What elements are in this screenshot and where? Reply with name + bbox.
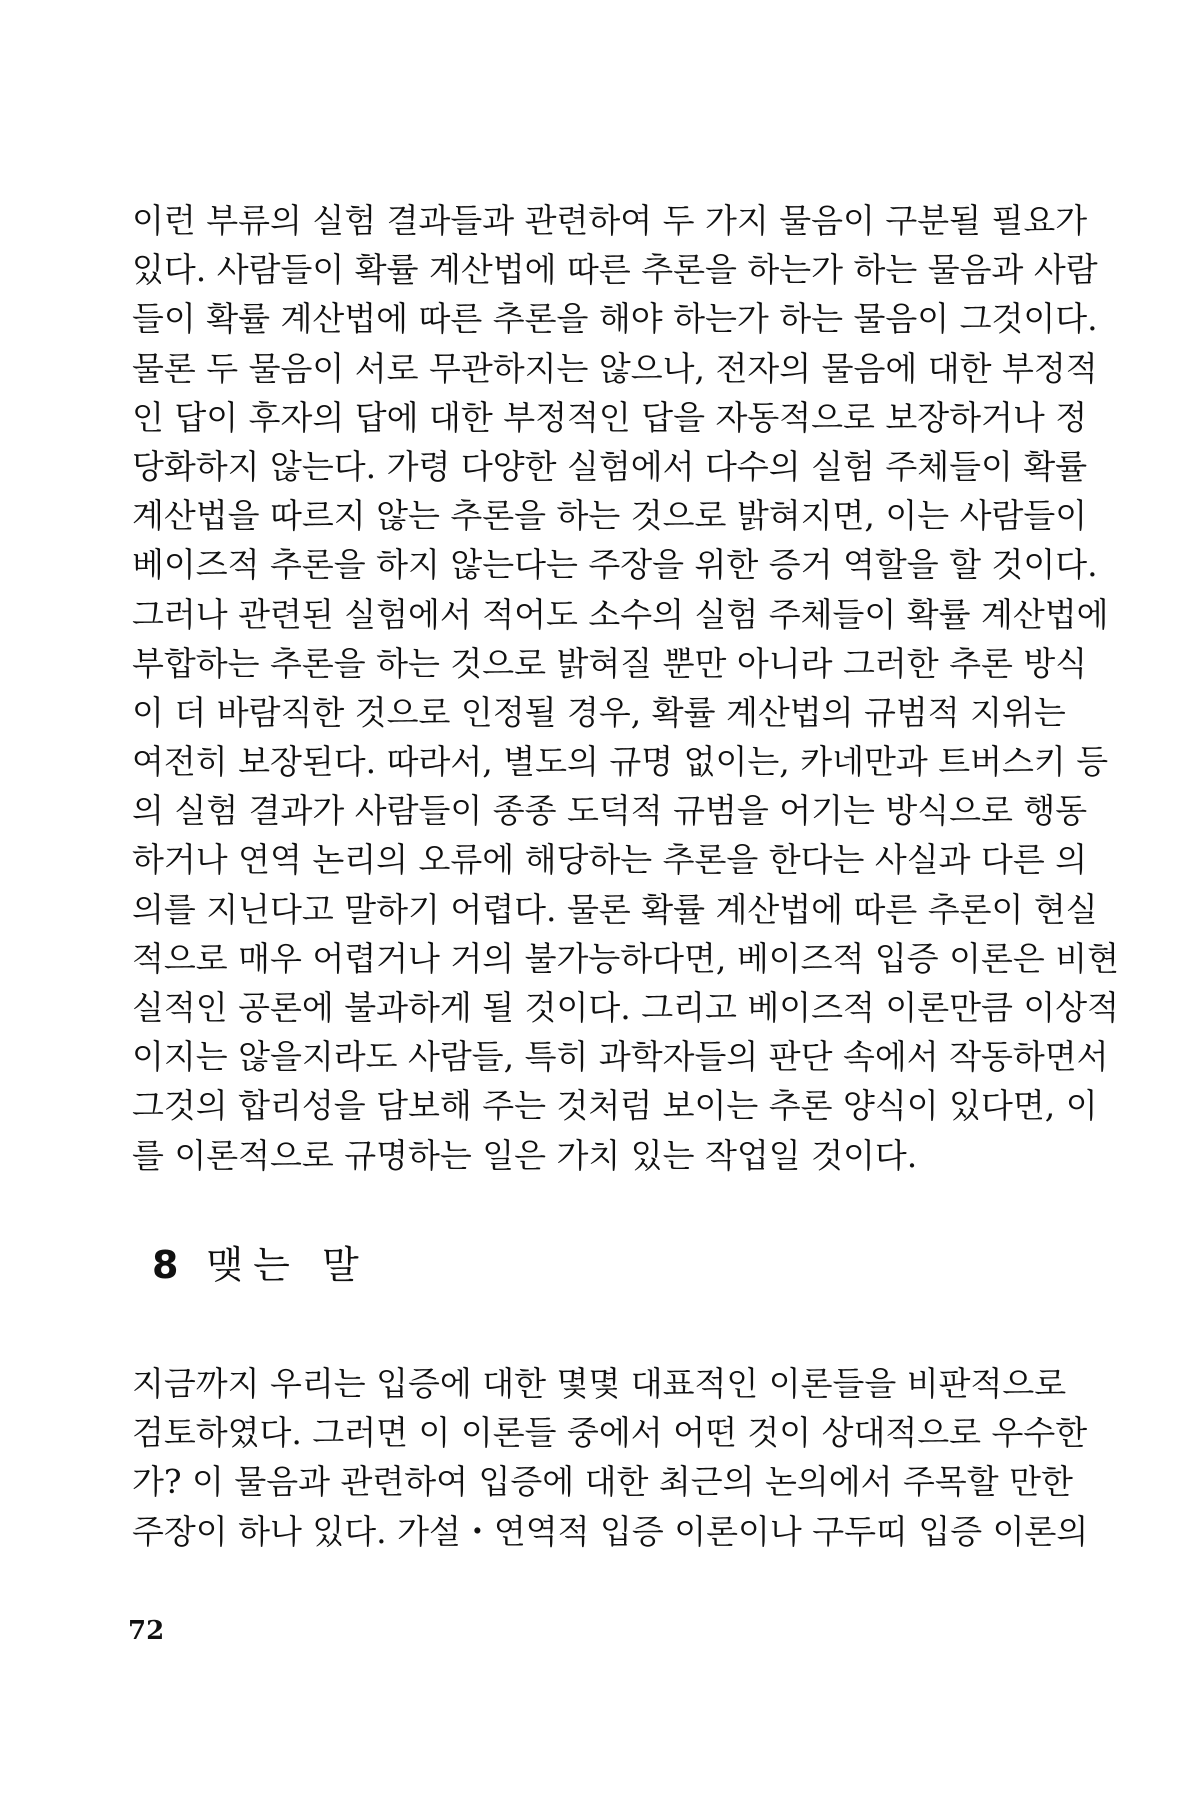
text-line: 들이 확률 계산법에 따른 추론을 해야 하는가 하는 물음이 그것이다. bbox=[132, 299, 1098, 339]
text-line: 그것의 합리성을 담보해 주는 것처럼 보이는 추론 양식이 있다면, 이 bbox=[132, 1086, 1098, 1126]
text-line: 검토하였다. 그러면 이 이론들 중에서 어떤 것이 상대적으로 우수한 bbox=[132, 1413, 1088, 1453]
text-line: 지금까지 우리는 입증에 대한 몇몇 대표적인 이론들을 비판적으로 bbox=[132, 1364, 1067, 1403]
text-line: 당화하지 않는다. 가령 다양한 실험에서 다수의 실험 주체들이 확률 bbox=[132, 446, 1088, 486]
text-line: 인 답이 후자의 답에 대한 부정적인 답을 자동적으로 보장하거나 정 bbox=[132, 397, 1088, 437]
text-line: 베이즈적 추론을 하지 않는다는 주장을 위한 증거 역할을 할 것이다. bbox=[132, 545, 1098, 585]
text-line: 있다. 사람들이 확률 계산법에 따른 추론을 하는가 하는 물음과 사람 bbox=[132, 250, 1098, 290]
text-line: 하거나 연역 논리의 오류에 해당하는 추론을 한다는 사실과 다른 의 bbox=[132, 840, 1088, 880]
text-line: 주장이 하나 있다. 가설・연역적 입증 이론이나 구두띠 입증 이론의 bbox=[132, 1511, 1089, 1551]
section-number: 8 bbox=[152, 1243, 179, 1287]
text-line: 를 이론적으로 규명하는 일은 가치 있는 작업일 것이다. bbox=[132, 1135, 918, 1175]
section-title: 맺는 말 bbox=[206, 1243, 369, 1287]
text-line: 이런 부류의 실험 결과들과 관련하여 두 가지 물음이 구분될 필요가 bbox=[132, 201, 1088, 240]
page-number: 72 bbox=[128, 1616, 165, 1646]
text-line: 여전히 보장된다. 따라서, 별도의 규명 없이는, 카네만과 트버스키 등 bbox=[132, 742, 1109, 782]
text-line: 계산법을 따르지 않는 추론을 하는 것으로 밝혀지면, 이는 사람들이 bbox=[132, 496, 1088, 536]
text-line: 그러나 관련된 실험에서 적어도 소수의 실험 주체들이 확률 계산법에 bbox=[132, 594, 1109, 634]
text-line: 의 실험 결과가 사람들이 종종 도덕적 규범을 어기는 방식으로 행동 bbox=[132, 791, 1088, 831]
paragraph-1 bbox=[132, 196, 1119, 1180]
text-line: 적으로 매우 어렵거나 거의 불가능하다면, 베이즈적 입증 이론은 비현 bbox=[132, 938, 1119, 978]
text-line: 의를 지닌다고 말하기 어렵다. 물론 확률 계산법에 따른 추론이 현실 bbox=[132, 889, 1098, 929]
text-line: 실적인 공론에 불과하게 될 것이다. 그리고 베이즈적 이론만큼 이상적 bbox=[132, 988, 1119, 1027]
text-line: 이지는 않을지라도 사람들, 특히 과학자들의 판단 속에서 작동하면서 bbox=[132, 1037, 1109, 1077]
text-line: 물론 두 물음이 서로 무관하지는 않으나, 전자의 물음에 대한 부정적 bbox=[132, 348, 1098, 388]
paragraph-2 bbox=[132, 1359, 1089, 1556]
text-line: 부합하는 추론을 하는 것으로 밝혀질 뿐만 아니라 그러한 추론 방식 bbox=[132, 643, 1088, 683]
text-line: 가? 이 물음과 관련하여 입증에 대한 최근의 논의에서 주목할 만한 bbox=[132, 1462, 1073, 1502]
section-heading bbox=[152, 1240, 369, 1290]
text-line: 이 더 바람직한 것으로 인정될 경우, 확률 계산법의 규범적 지위는 bbox=[132, 692, 1066, 732]
